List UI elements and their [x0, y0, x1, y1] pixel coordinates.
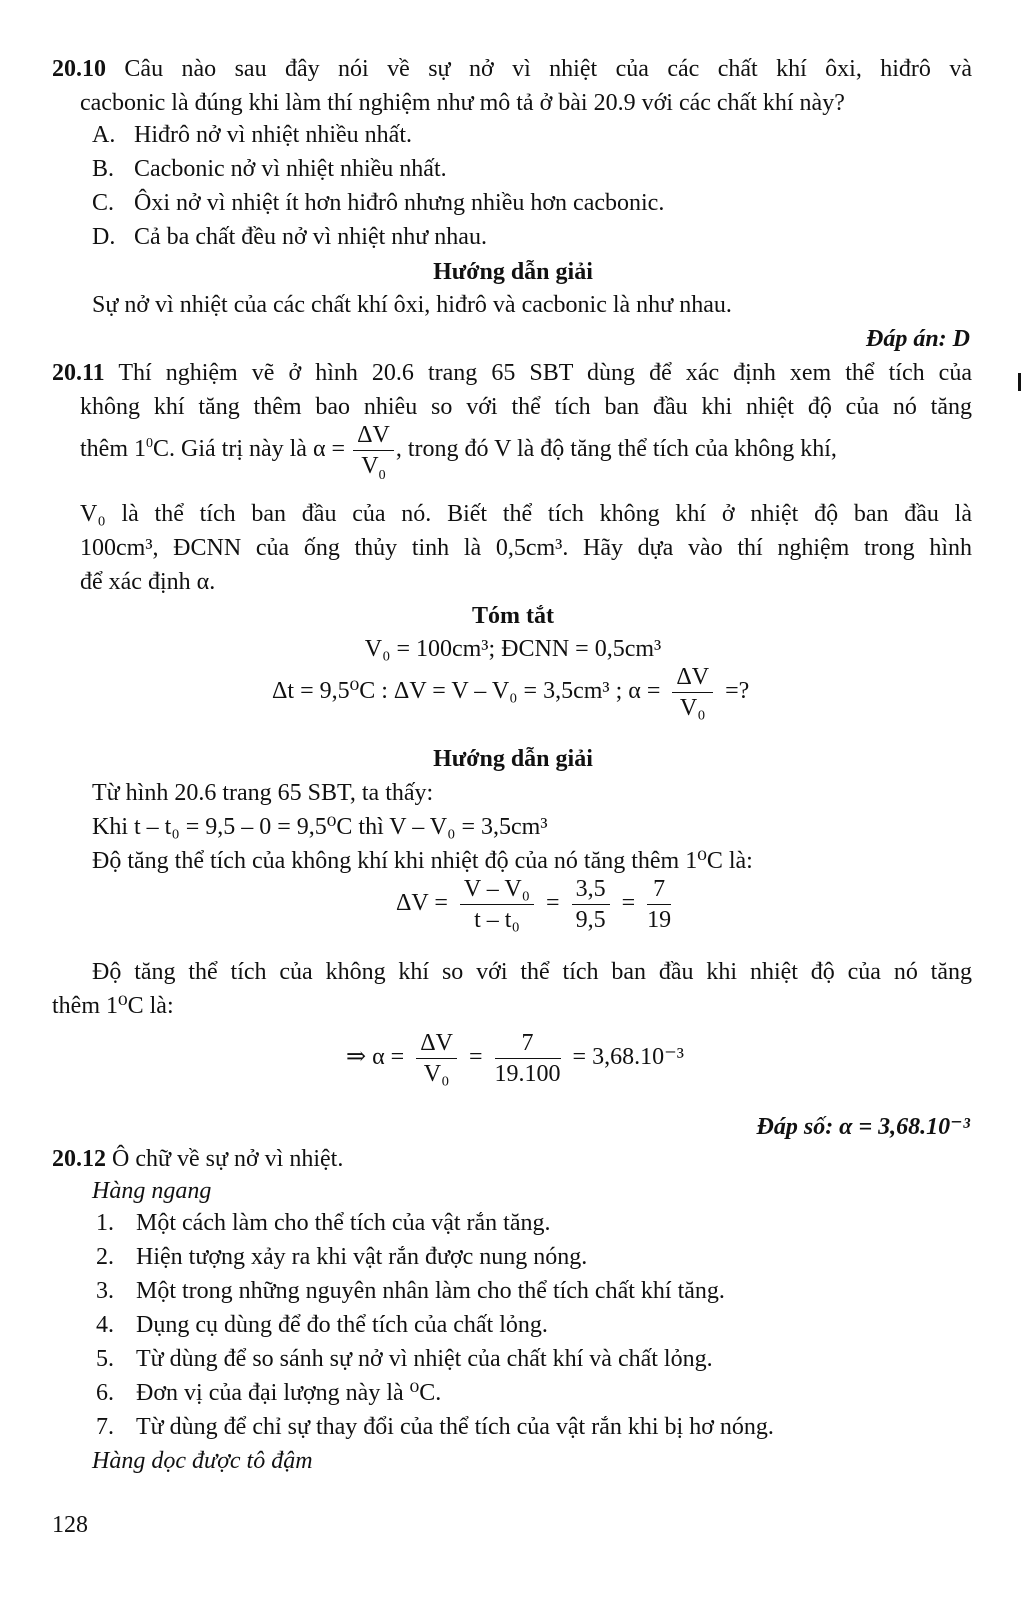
eq2-fraction-2: $\frac{7}{19.100}$	[494, 1030, 561, 1087]
guide-line3: Độ tăng thể tích của không khí khi nhiệt độ của nó tăng thêm 1⁰C là:	[92, 848, 753, 874]
eq1-fraction-3: $\frac{7}{19}$	[647, 876, 672, 933]
crossword-item-6: 6. Đơn vị của đại lượng này là ⁰C.	[96, 1380, 442, 1406]
summary-heading: Tóm tắt	[472, 603, 554, 629]
summary-fraction: $\frac{\Delta V}{\text{V₀}}$	[672, 662, 713, 723]
q20-10-guide-heading: Hướng dẫn giải	[433, 259, 593, 285]
vertical-heading: Hàng dọc được tô đậm	[92, 1448, 313, 1474]
summary-line2: Δt = 9,5⁰C : ΔV = V – V₀ = 3,5cm³ ; α = $\frac{\Delta V}{\text{V₀}}$ =?	[272, 664, 750, 721]
q20-10-number: 20.10	[52, 56, 106, 82]
q20-10-option-d: D. Cả ba chất đều nở vì nhiệt như nhau.	[92, 224, 487, 250]
q20-11-line4: V₀ là thể tích ban đầu của nó. Biết thể tích không khí ở nhiệt độ ban đầu là	[80, 501, 972, 527]
q20-11-line5: 100cm³, ĐCNN của ống thủy tinh là 0,5cm³. Hãy dựa vào thí nghiệm trong hình	[80, 535, 972, 561]
q20-10-option-b: B. Cacbonic nở vì nhiệt nhiều nhất.	[92, 156, 447, 182]
q20-10-text-1: Câu nào sau đây nói về sự nở vì nhiệt của các chất khí ôxi, hiđrô và	[124, 56, 972, 82]
margin-mark	[1018, 373, 1021, 391]
q20-10-option-a: A. Hiđrô nở vì nhiệt nhiều nhất.	[92, 122, 412, 148]
q20-10-guide-text: Sự nở vì nhiệt của các chất khí ôxi, hiđrô và cacbonic là như nhau.	[92, 292, 732, 318]
crossword-item-3: 3. Một trong những nguyên nhân làm cho thể tích chất khí tăng.	[96, 1278, 725, 1304]
eq1-fraction-1: $\frac{\text{V – V₀}}{\text{t – t₀}}$	[460, 874, 534, 935]
equation-alpha: ⇒ α = $\frac{\Delta V}{\text{V₀}}$ = $\frac{7}{19.100}$ = 3,68.10⁻³	[346, 1030, 684, 1087]
q20-11-text-1: Thí nghiệm vẽ ở hình 20.6 trang 65 SBT dùng để xác định xem thể tích của	[118, 360, 972, 386]
q20-12-title: Ô chữ về sự nở vì nhiệt.	[112, 1146, 344, 1172]
q20-11-line6: để xác định α.	[80, 569, 216, 595]
q20-10-line2: cacbonic là đúng khi làm thí nghiệm như mô tả ở bài 20.9 với các chất khí này?	[80, 90, 845, 116]
q20-11-line2: không khí tăng thêm bao nhiêu so với thể tích ban đầu khi nhiệt độ của nó tăng	[80, 394, 972, 420]
eq2-fraction-1: $\frac{\Delta V}{\text{V₀}}$	[416, 1028, 457, 1089]
q20-10-answer: Đáp án: D	[865, 326, 970, 352]
q20-12-line1	[52, 1142, 343, 1176]
guide-line4: Độ tăng thể tích của không khí so với thể tích ban đầu khi nhiệt độ của nó tăng	[92, 959, 972, 985]
q20-11-number: 20.11	[52, 360, 105, 386]
alpha-fraction: $\frac{\Delta V}{V_0}$	[353, 420, 394, 481]
q20-11-line3: thêm $1^0C$. Giá trị này là α = $\frac{\Delta V}{V_0}$ , trong đó V là độ tăng thể tích của không khí,	[80, 422, 837, 483]
guide-line2: Khi t – t₀ = 9,5 – 0 = 9,5⁰C thì V – V₀ = 3,5cm³	[92, 814, 548, 840]
crossword-item-2: 2. Hiện tượng xảy ra khi vật rắn được nung nóng.	[96, 1244, 588, 1270]
horizontal-heading: Hàng ngang	[92, 1178, 212, 1204]
q20-10-line1	[52, 52, 972, 86]
equation-delta-v: ΔV = $\frac{\text{V – V₀}}{\text{t – t₀}}$ = $\frac{3,5}{9,5}$ = $\frac{7}{19}$	[396, 876, 672, 933]
guide-line1: Từ hình 20.6 trang 65 SBT, ta thấy:	[92, 780, 434, 806]
eq1-fraction-2: $\frac{3,5}{9,5}$	[572, 874, 610, 935]
q20-12-number: 20.12	[52, 1146, 106, 1172]
guide-line5: thêm 1⁰C là:	[52, 993, 174, 1019]
crossword-item-7: 7. Từ dùng để chỉ sự thay đổi của thể tích của vật rắn khi bị hơ nóng.	[96, 1414, 774, 1440]
q20-11-line1	[52, 356, 972, 390]
page-number: 128	[52, 1512, 88, 1538]
q20-11-answer: Đáp số: α = 3,68.10⁻³	[756, 1114, 970, 1140]
q20-11-guide-heading: Hướng dẫn giải	[433, 746, 593, 772]
summary-line1: V₀ = 100cm³; ĐCNN = 0,5cm³	[364, 636, 662, 662]
crossword-item-1: 1. Một cách làm cho thể tích của vật rắn tăng.	[96, 1210, 551, 1236]
crossword-item-4: 4. Dụng cụ dùng để đo thể tích của chất lỏng.	[96, 1312, 548, 1338]
q20-10-option-c: C. Ôxi nở vì nhiệt ít hơn hiđrô nhưng nhiều hơn cacbonic.	[92, 190, 665, 216]
crossword-item-5: 5. Từ dùng để so sánh sự nở vì nhiệt của chất khí và chất lỏng.	[96, 1346, 713, 1372]
